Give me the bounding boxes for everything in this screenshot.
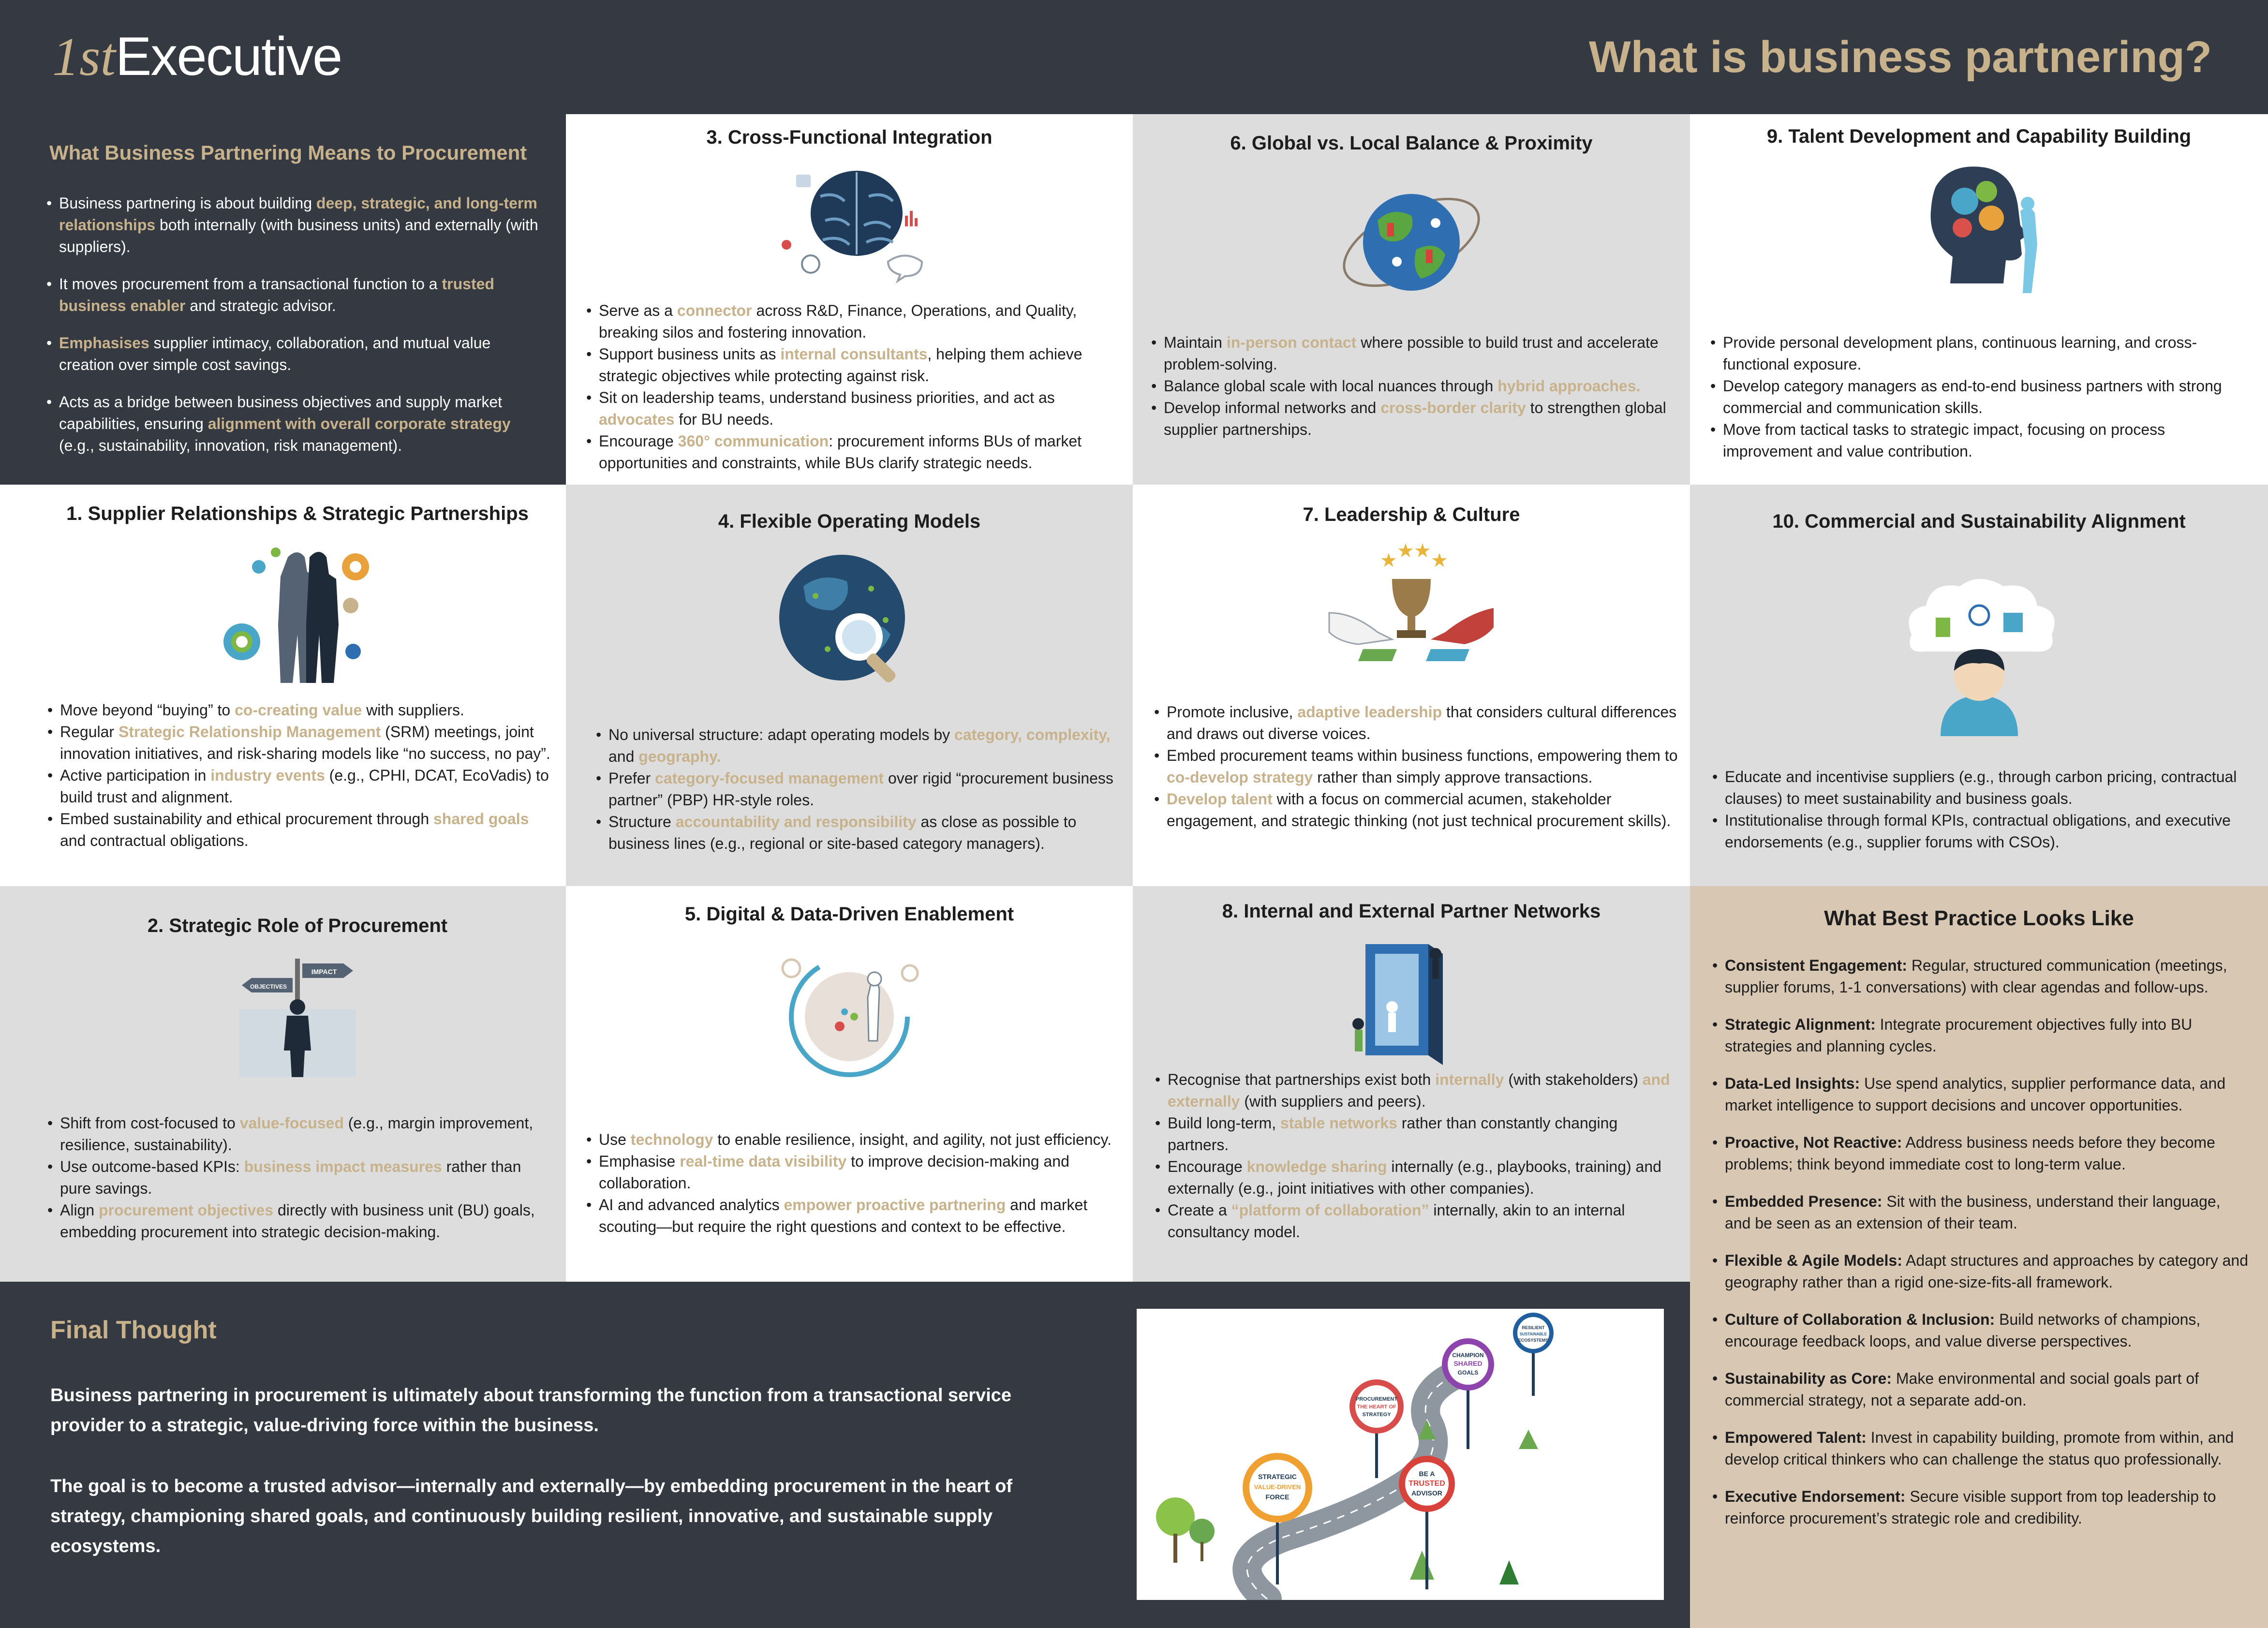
sign-trusted-advisor xyxy=(1399,1456,1455,1589)
section-list xyxy=(586,1129,1123,1238)
bullet-key: Proactive, Not Reactive: xyxy=(1725,1134,1902,1151)
bullet-item xyxy=(596,724,1118,768)
section-list xyxy=(1151,332,1678,441)
network-door-icon xyxy=(1339,934,1484,1070)
bullet-key: Executive Endorsement: xyxy=(1725,1488,1906,1505)
section-cross-functional xyxy=(566,114,1133,485)
sign2-line3: STRATEGY xyxy=(1362,1412,1391,1418)
sign-resilient-ecosystems xyxy=(1513,1313,1554,1396)
logo-prefix: 1st xyxy=(52,27,116,87)
bullet-text: Move beyond “buying” to xyxy=(60,701,235,719)
sign3-line3: ADVISOR xyxy=(1411,1489,1442,1497)
sign1-line3: FORCE xyxy=(1265,1493,1290,1501)
bullet-item xyxy=(1154,788,1681,832)
sign1-line2: VALUE-DRIVEN xyxy=(1254,1483,1301,1491)
bullet-text: Build networks of champions, encourage feedback loops, and value diverse perspectives. xyxy=(1725,1311,2201,1350)
final-paragraph-2: The goal is to become a trusted advisor—internally and externally—by embedding procurement in the heart of strategy, championing shared goals, and continuously building resilient, innovative, and sustainable supply ecosystems. xyxy=(50,1476,1013,1556)
trophy-hands-icon xyxy=(1324,540,1498,671)
bullet-text: as close as possible to business lines (e.g., regional or site-based category managers). xyxy=(608,813,1077,852)
bullet-item xyxy=(586,387,1123,430)
highlight-text: adaptive leadership xyxy=(1297,703,1442,721)
intro-list xyxy=(46,192,549,472)
highlight-text: “platform of collaboration” xyxy=(1231,1201,1429,1219)
sign-impact: IMPACT xyxy=(311,968,337,976)
bullet-item xyxy=(47,1156,555,1199)
bullet-text: Regular, structured communication (meetings, supplier forums, 1-1 conversations) with clear agendas and follow-ups. xyxy=(1725,957,2227,996)
bullet-text: : procurement informs BUs of market opportunities and constraints, while BUs clarify strategic needs. xyxy=(599,432,1082,472)
bullet-item xyxy=(586,300,1123,343)
highlight-text: geography. xyxy=(638,748,721,765)
tree-icon xyxy=(1189,1519,1215,1561)
intro-title: What Business Partnering Means to Procurement xyxy=(49,141,527,164)
bullet-item xyxy=(1712,1250,2249,1293)
bullet-item xyxy=(1712,1132,2249,1175)
globe-network-icon xyxy=(1334,177,1489,308)
final-thought-title: Final Thought xyxy=(50,1316,217,1344)
bullet-text: for BU needs. xyxy=(674,411,774,428)
bullet-text: across R&D, Finance, Operations, and Quality, breaking silos and fostering innovation. xyxy=(599,302,1077,341)
head-gears-icon xyxy=(1907,158,2052,298)
sign4-line2: SHARED xyxy=(1453,1360,1482,1367)
highlight-text: in-person contact xyxy=(1226,334,1357,351)
bullet-text: Develop category managers as end-to-end business partners with strong commercial and communication skills. xyxy=(1723,377,2222,416)
highlight-text: Strategic Relationship Management xyxy=(118,723,381,740)
section-list xyxy=(1154,701,1681,832)
bullet-key: Sustainability as Core: xyxy=(1725,1370,1892,1387)
bullet-item xyxy=(1712,1191,2249,1234)
bullet-item xyxy=(1712,766,2254,810)
bullet-item xyxy=(47,1199,555,1243)
bullet-text: (with stakeholders) xyxy=(1504,1071,1643,1088)
bullet-item xyxy=(586,1194,1123,1238)
highlight-text: stable networks xyxy=(1280,1114,1397,1132)
bullet-text: Adapt structures and approaches by category and geography rather than a rigid one-size-fits-all framework. xyxy=(1725,1252,2248,1291)
section-title: 4. Flexible Operating Models xyxy=(718,511,981,532)
bullet-item xyxy=(596,811,1118,855)
bullet-text: internally, akin to an internal consultancy model. xyxy=(1168,1201,1625,1241)
best-practice-list xyxy=(1712,955,2249,1545)
bullet-item xyxy=(1712,1014,2249,1057)
bullet-item xyxy=(1712,1368,2249,1411)
bullet-text: Prefer xyxy=(608,770,655,787)
bullet-text: to strengthen global supplier partnerships. xyxy=(1164,399,1666,438)
bullet-item xyxy=(1155,1112,1682,1156)
section-title: 1. Supplier Relationships & Strategic Partnerships xyxy=(66,503,529,524)
section-partner-networks xyxy=(1133,886,1690,1282)
bullet-text: (e.g., margin improvement, resilience, sustainability). xyxy=(60,1114,534,1154)
bullet-text: Embed procurement teams within business functions, empowering them to xyxy=(1167,747,1678,764)
highlight-text: technology xyxy=(630,1131,713,1148)
bullet-item xyxy=(46,273,549,317)
highlight-text: category-focused management xyxy=(655,770,884,787)
bullet-key: Embedded Presence: xyxy=(1725,1193,1883,1210)
highlight-text: co-creating value xyxy=(235,701,362,719)
bullet-text: Active participation in xyxy=(60,767,211,784)
bullet-item xyxy=(47,765,555,808)
bullet-text: Sit with the business, understand their language, and be seen as an extension of their team. xyxy=(1725,1193,2221,1232)
svg-text:★: ★ xyxy=(1414,540,1431,562)
bullet-text: Support business units as xyxy=(599,345,781,363)
bullet-text: Recognise that partnerships exist both xyxy=(1168,1071,1436,1088)
logo xyxy=(52,25,341,89)
highlight-text: category, complexity, xyxy=(954,726,1111,743)
bullet-key: Flexible & Agile Models: xyxy=(1725,1252,1902,1269)
bullet-item xyxy=(1712,810,2254,853)
highlight-text: knowledge sharing xyxy=(1246,1158,1387,1175)
bullet-text: Address business needs before they become problems; think beyond immediate cost to long-term value. xyxy=(1725,1134,2215,1173)
svg-text:★: ★ xyxy=(1380,550,1397,571)
highlight-text: cross-border clarity xyxy=(1380,399,1526,416)
globe-magnifier-icon xyxy=(774,552,924,688)
bullet-text: over rigid “procurement business partner” (PBP) HR-style roles. xyxy=(608,770,1113,809)
sign5-line3: ECOSYSTEMS xyxy=(1518,1338,1549,1343)
highlight-text: and externally xyxy=(1168,1071,1670,1110)
section-list xyxy=(1155,1069,1682,1243)
sign-objectives: OBJECTIVES xyxy=(250,983,287,990)
bullet-text: Encourage xyxy=(1168,1158,1247,1175)
bullet-text: Align xyxy=(60,1201,99,1219)
highlight-text: procurement objectives xyxy=(99,1201,274,1219)
bullet-text: internally (e.g., playbooks, training) and externally (e.g., joint initiatives with other companies). xyxy=(1168,1158,1661,1197)
bullet-item xyxy=(1710,375,2252,419)
bullet-text: (e.g., sustainability, innovation, risk management). xyxy=(59,437,402,454)
sign5-line2: SUSTAINABLE xyxy=(1519,1332,1547,1336)
bullet-text: rather than pure savings. xyxy=(60,1158,521,1197)
bullet-text: Institutionalise through formal KPIs, contractual obligations, and executive endorsements (e.g., supplier forums with CSOs). xyxy=(1725,812,2231,851)
section-list xyxy=(1710,332,2252,462)
bullet-item xyxy=(1712,1486,2249,1529)
sustainability-thinker-icon xyxy=(1883,572,2076,736)
sign1-line1: STRATEGIC xyxy=(1258,1473,1297,1480)
bullet-text: Serve as a xyxy=(599,302,677,319)
bullet-text: with a focus on commercial acumen, stakeholder engagement, and strategic thinking (not just technical procurement skills). xyxy=(1167,790,1671,829)
bullet-item xyxy=(1710,419,2252,462)
section-title: 9. Talent Development and Capability Building xyxy=(1766,126,2192,147)
bullet-text: Make environmental and social goals part of commercial strategy, not a separate add-on. xyxy=(1725,1370,2199,1409)
section-list xyxy=(47,1112,555,1243)
bullet-item xyxy=(47,1112,555,1156)
bullet-key: Culture of Collaboration & Inclusion: xyxy=(1725,1311,1995,1328)
highlight-text: Emphasises xyxy=(59,334,149,352)
sign4-line3: GOALS xyxy=(1457,1369,1479,1376)
partners-icons-icon xyxy=(220,538,385,688)
bullet-text: Emphasise xyxy=(599,1153,680,1170)
bullet-item xyxy=(1151,397,1678,441)
bullet-item xyxy=(47,721,555,765)
bullet-item xyxy=(586,430,1123,474)
highlight-text: co-develop strategy xyxy=(1167,769,1313,786)
bullet-text: Develop informal networks and xyxy=(1164,399,1381,416)
bullet-text: Acts as a bridge between business objectives and supply market capabilities, ensuring xyxy=(59,393,503,432)
section-title: 5. Digital & Data-Driven Enablement xyxy=(684,903,1014,925)
bullet-text: and strategic advisor. xyxy=(185,297,336,314)
bullet-text: Balance global scale with local nuances through xyxy=(1164,377,1498,395)
sign-heart-of-strategy xyxy=(1349,1379,1404,1478)
bullet-text: Regular xyxy=(60,723,119,740)
bullet-text: Provide personal development plans, continuous learning, and cross-functional exposure. xyxy=(1723,334,2197,373)
bullet-key: Empowered Talent: xyxy=(1725,1429,1867,1446)
bullet-text: , helping them achieve strategic objectives while protecting against risk. xyxy=(599,345,1082,385)
bullet-item xyxy=(1712,1309,2249,1352)
highlight-text: industry events xyxy=(210,767,325,784)
highlight-text: internally xyxy=(1435,1071,1504,1088)
sign5-line1: RESILIENT xyxy=(1522,1325,1545,1330)
bullet-item xyxy=(1712,955,2249,998)
section-supplier-relationships xyxy=(0,485,566,886)
bullet-text: Integrate procurement objectives fully into BU strategies and planning cycles. xyxy=(1725,1016,2193,1055)
bullet-text: Maintain xyxy=(1164,334,1227,351)
section-digital-enablement xyxy=(566,886,1133,1282)
intro-panel xyxy=(0,114,566,485)
section-sustainability-alignment xyxy=(1690,485,2268,886)
bullet-text: Business partnering is about building xyxy=(59,194,316,212)
bullet-text: It moves procurement from a transactional function to a xyxy=(59,275,442,293)
highlight-text: advocates xyxy=(599,411,675,428)
highlight-text: internal consultants xyxy=(780,345,928,363)
bullet-text: Sit on leadership teams, understand business priorities, and act as xyxy=(599,389,1055,406)
bullet-text: Move from tactical tasks to strategic impact, focusing on process improvement and value contribution. xyxy=(1723,421,2165,460)
bullet-text: Embed sustainability and ethical procurement through xyxy=(60,810,433,828)
bullet-item xyxy=(1710,332,2252,375)
highlight-text: real-time data visibility xyxy=(680,1153,847,1170)
bullet-text: where possible to build trust and accelerate problem-solving. xyxy=(1164,334,1659,373)
bullet-text: Shift from cost-focused to xyxy=(60,1114,240,1132)
highlight-text: business impact measures xyxy=(244,1158,442,1175)
bullet-text: and market scouting—but require the right questions and context to be effective. xyxy=(599,1196,1088,1235)
section-title: 7. Leadership & Culture xyxy=(1303,504,1520,525)
bullet-text: Secure visible support from top leadership to reinforce procurement’s strategic role and credibility. xyxy=(1725,1488,2216,1527)
section-title: 10. Commercial and Sustainability Alignment xyxy=(1772,511,2186,532)
sign4-line1: CHAMPION xyxy=(1452,1352,1484,1359)
highlight-text: alignment with overall corporate strategy xyxy=(208,415,511,432)
section-talent xyxy=(1690,114,2268,485)
bullet-text: directly with business unit (BU) goals, embedding procurement into strategic decision-making. xyxy=(60,1201,535,1241)
section-title: 6. Global vs. Local Balance & Proximity xyxy=(1230,133,1593,154)
bullet-text: rather than constantly changing partners. xyxy=(1168,1114,1618,1154)
bullet-text: (with suppliers and peers). xyxy=(1240,1093,1426,1110)
highlight-text: 360° communication xyxy=(678,432,829,450)
best-practice-title: What Best Practice Looks Like xyxy=(1824,906,2134,930)
tree-icon xyxy=(1156,1497,1195,1563)
section-flexible-models xyxy=(566,485,1133,886)
bullet-text: Use spend analytics, supplier performance data, and market intelligence to support decisions and uncover opportunities. xyxy=(1725,1075,2226,1114)
bullet-item xyxy=(1154,701,1681,745)
section-list xyxy=(1712,766,2254,853)
bullet-text: rather than simply approve transactions. xyxy=(1313,769,1593,786)
bullet-text: (e.g., CPHI, DCAT, EcoVadis) to build trust and alignment. xyxy=(60,767,549,806)
highlight-text: shared goals xyxy=(433,810,529,828)
bullet-item xyxy=(1151,332,1678,375)
bullet-item xyxy=(596,768,1118,811)
crossroads-person-icon xyxy=(225,954,370,1080)
section-leadership-culture xyxy=(1133,485,1690,886)
bullet-item xyxy=(46,391,549,457)
highlight-text: accountability and responsibility xyxy=(675,813,917,830)
brain-collaboration-icon xyxy=(767,163,932,283)
bullet-text: supplier intimacy, collaboration, and mutual value creation over simple cost savings. xyxy=(59,334,491,373)
header-bar xyxy=(0,0,2268,114)
bullet-item xyxy=(1155,1199,1682,1243)
section-strategic-role xyxy=(0,886,566,1282)
bullet-item xyxy=(1155,1156,1682,1199)
bullet-text: that considers cultural differences and draws out diverse voices. xyxy=(1167,703,1677,742)
bullet-item xyxy=(47,699,555,721)
bullet-item xyxy=(586,343,1123,387)
bullet-text: Structure xyxy=(608,813,676,830)
roadmap-illustration xyxy=(1137,1309,1664,1600)
bullet-text: Use outcome-based KPIs: xyxy=(60,1158,244,1175)
section-list xyxy=(47,699,555,852)
highlight-text: hybrid approaches. xyxy=(1497,377,1641,395)
svg-text:★: ★ xyxy=(1397,540,1414,562)
svg-text:★: ★ xyxy=(1431,550,1448,571)
section-title: 8. Internal and External Partner Networks xyxy=(1222,901,1601,922)
sign2-line2: THE HEART OF xyxy=(1357,1404,1396,1410)
bullet-item xyxy=(1712,1073,2249,1116)
bullet-text: to enable resilience, insight, and agility, not just efficiency. xyxy=(713,1131,1112,1148)
section-list xyxy=(596,724,1118,855)
page-title: What is business partnering? xyxy=(1588,32,2212,82)
sign3-line1: BE A xyxy=(1419,1470,1435,1478)
section-list xyxy=(586,300,1123,474)
bullet-item xyxy=(1712,1427,2249,1470)
sign3-line2: TRUSTED xyxy=(1408,1480,1445,1488)
bullet-text: Invest in capability building, promote from within, and develop critical thinkers who can challenge the status quo professionally. xyxy=(1725,1429,2234,1468)
bullet-text: Build long-term, xyxy=(1168,1114,1280,1132)
highlight-text: trusted business enabler xyxy=(59,275,494,314)
highlight-text: deep, strategic, and long-term relationships xyxy=(59,194,537,234)
bullet-text: No universal structure: adapt operating models by xyxy=(608,726,955,743)
bullet-text: Create a xyxy=(1168,1201,1231,1219)
bullet-key: Strategic Alignment: xyxy=(1725,1016,1876,1033)
bullet-text: both internally (with business units) and externally (with suppliers). xyxy=(59,216,538,255)
bullet-key: Data-Led Insights: xyxy=(1725,1075,1860,1092)
bullet-text: with suppliers. xyxy=(362,701,464,719)
bullet-item xyxy=(1155,1069,1682,1112)
sign2-line1: PROCUREMENT xyxy=(1355,1396,1398,1402)
digital-cycle-icon xyxy=(772,944,927,1089)
bullet-item xyxy=(47,808,555,852)
section-title: 2. Strategic Role of Procurement xyxy=(147,915,448,936)
bullet-text: and xyxy=(608,748,639,765)
final-paragraph-1: Business partnering in procurement is ultimately about transforming the function from a transactional service provider to a strategic, value-driving force within the business. xyxy=(50,1385,1011,1436)
bullet-text: Promote inclusive, xyxy=(1167,703,1298,721)
bullet-key: Consistent Engagement: xyxy=(1725,957,1907,974)
bullet-text: Encourage xyxy=(599,432,678,450)
bullet-item xyxy=(46,332,549,376)
bullet-item xyxy=(586,1151,1123,1194)
logo-main: Executive xyxy=(115,26,342,87)
highlight-text: connector xyxy=(677,302,752,319)
bullet-text: Use xyxy=(599,1131,631,1148)
highlight-text: Develop talent xyxy=(1167,790,1273,808)
bullet-item xyxy=(1151,375,1678,397)
bullet-item xyxy=(1154,745,1681,788)
bullet-text: (SRM) meetings, joint innovation initiatives, and risk-sharing models like “no success, no pay”. xyxy=(60,723,550,762)
bullet-item xyxy=(46,192,549,258)
bullet-text: to improve decision-making and collaboration. xyxy=(599,1153,1069,1192)
highlight-text: value-focused xyxy=(239,1114,344,1132)
section-title: 3. Cross-Functional Integration xyxy=(706,127,993,148)
bullet-text: AI and advanced analytics xyxy=(599,1196,784,1214)
bullet-text: Educate and incentivise suppliers (e.g., through carbon pricing, contractual clauses) to meet sustainability and business goals. xyxy=(1725,768,2237,807)
highlight-text: empower proactive partnering xyxy=(784,1196,1006,1214)
section-global-local xyxy=(1133,114,1690,485)
bullet-text: and contractual obligations. xyxy=(60,832,249,849)
best-practice-panel xyxy=(1690,886,2268,1628)
bullet-item xyxy=(586,1129,1123,1151)
